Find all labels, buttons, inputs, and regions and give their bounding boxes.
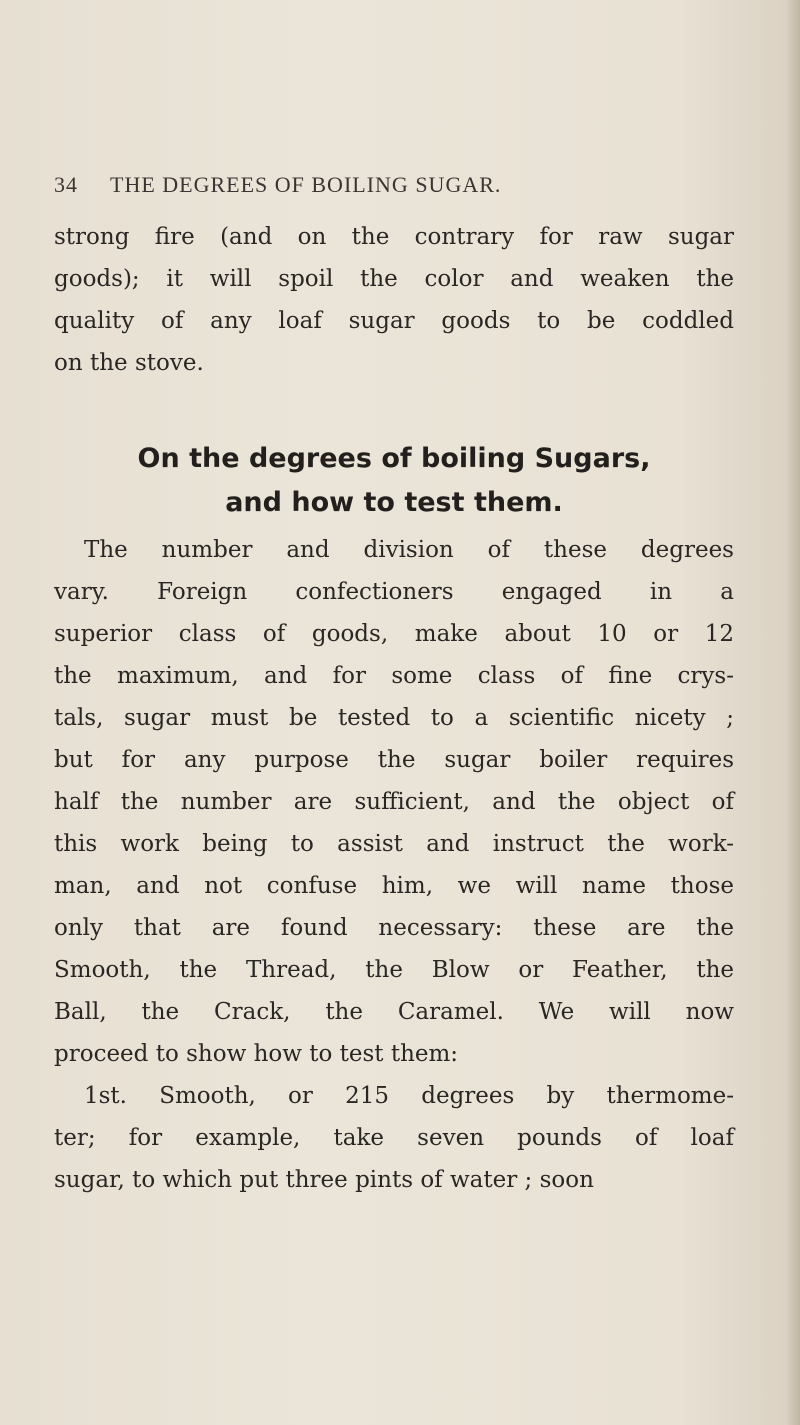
text-line: strong fire (and on the contrary for raw sugar [54,224,734,250]
text-line: tals, sugar must be tested to a scientific nicety ; [54,705,734,731]
text-line: man, and not confuse him, we will name those [54,873,734,899]
page-edge-shadow [786,0,800,1425]
step-paragraph [54,1075,734,1201]
text-line: superior class of goods, make about 10 or 12 [54,621,734,647]
text-line: but for any purpose the sugar boiler requires [54,747,734,773]
heading-line: and how to test them. [225,487,563,518]
text-line: vary. Foreign confectioners engaged in a [54,579,734,605]
running-head [54,172,694,198]
text-line: this work being to assist and instruct the work- [54,831,734,857]
text-line: only that are found necessary: these are the [54,915,734,941]
text-line: Smooth, the Thread, the Blow or Feather, the [54,957,734,983]
text-line: the maximum, and for some class of fine crys- [54,663,734,689]
intro-paragraph [54,216,734,384]
text-line: quality of any loaf sugar goods to be coddled [54,308,734,334]
running-title: THE DEGREES OF BOILING SUGAR. [110,172,502,197]
text-line: on the stove. [54,350,204,376]
body-paragraph [54,529,734,1075]
text-line: ter; for example, take seven pounds of loaf [54,1125,734,1151]
text-line: 1st. Smooth, or 215 degrees by thermome- [84,1083,734,1109]
text-line: The number and division of these degrees [84,537,734,563]
text-line: goods); it will spoil the color and weaken the [54,266,734,292]
text-line: sugar, to which put three pints of water ; soon [54,1167,594,1193]
heading-line: On the degrees of boiling Sugars, [137,443,651,474]
page-number: 34 [54,172,78,197]
text-line: half the number are sufficient, and the object of [54,789,734,815]
section-heading [54,437,734,525]
text-line: Ball, the Crack, the Caramel. We will now [54,999,734,1025]
text-line: proceed to show how to test them: [54,1041,459,1067]
